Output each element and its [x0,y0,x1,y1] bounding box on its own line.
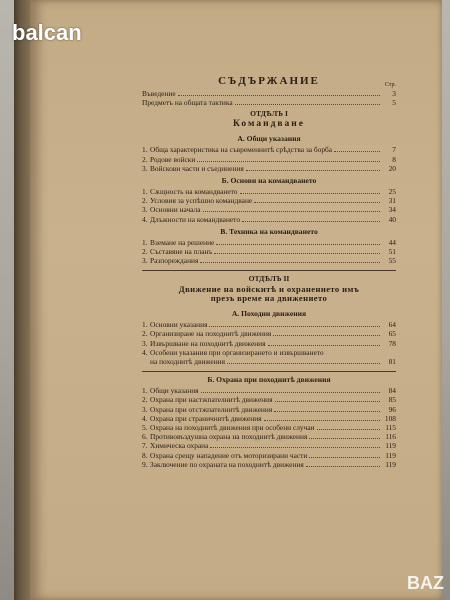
toc-entry-continuation [142,358,396,367]
toc-entry-text: Охрана срещу нападение отъ моторизирани части [150,450,308,460]
toc-entry-page: 96 [388,404,396,414]
leader-dots [209,321,380,327]
toc-entry-page: 51 [388,246,396,256]
toc-entry-text: на походнитѣ движения [150,357,226,366]
section-heading: Б. Охрана при походнитѣ движения [207,375,331,385]
entry-number: 1. [142,237,148,247]
leader-dots [200,257,380,263]
leader-dots [235,99,380,105]
toc-entry-text: Вземане на решение [150,237,215,247]
entry-number: 4. [142,214,148,224]
leader-dots [178,90,380,96]
leader-dots [264,415,380,421]
toc-entry-page: 44 [388,237,396,247]
toc-entry-page: 119 [385,441,396,451]
toc-entry [142,99,396,108]
section-divider [142,270,396,271]
toc-entry-text: Противовъздушна охрана на походнитѣ движения [150,432,308,442]
toc-entry-page: 8 [392,154,396,164]
toc-entry-page: 78 [388,338,396,348]
entry-number: 3. [142,338,148,348]
page-column-label: Стр. [384,82,396,88]
leader-dots [203,206,381,212]
toc-entry-text: Заключение по охраната на походнитѣ движения [150,459,304,469]
leader-dots [227,358,380,364]
toc-entry-page: 25 [388,186,396,196]
toc-entry-page: 31 [388,196,396,206]
entry-number: 4. [142,347,148,357]
toc-entry-text: Въведение [142,89,176,98]
entry-number: 9. [142,459,148,469]
entry-number: 2. [142,246,148,256]
toc-entry-page: 55 [388,256,396,266]
toc-entry [142,461,396,470]
toc-entry-page: 119 [385,459,396,469]
toc-entry-page: 116 [385,432,396,442]
entry-number: 1. [142,145,148,155]
toc-entry-page: 5 [392,98,396,108]
toc-entry-text: Предметъ на общата тактика [142,98,233,108]
entry-number: 3. [142,205,148,215]
part-label: ОТДѢЛЪ II [248,274,290,284]
entry-number: 1. [142,320,148,330]
leader-dots [334,146,380,152]
toc-entry-page: 81 [388,357,396,366]
entry-number: 5. [142,422,148,432]
leader-dots [240,188,381,194]
toc-entry-page: 3 [392,89,396,98]
entry-number: 1. [142,186,148,196]
entry-number: 2. [142,329,148,339]
toc-entry-text: Химическа охрана [150,441,209,451]
toc-entry-page: 85 [388,395,396,405]
toc-entry-text: Охрана при страничнитѣ движения [150,413,262,423]
entry-number: 7. [142,441,148,451]
toc-entry-text: Охрана при отстжпателнитѣ движения [150,404,273,414]
toc-entry-text: Извършване на походнитѣ движения [150,338,266,348]
leader-dots [197,156,380,162]
toc-entry-page: 65 [388,329,396,339]
toc-entry-text: Разпореждания [150,256,199,266]
entry-number: 6. [142,432,148,442]
toc-entry-text: Условия за успѣшно командване [150,196,253,206]
toc-entry-text: Обща характеристика на съвременнитѣ срѣдства за борба [150,145,333,155]
leader-dots [216,239,380,245]
leader-dots [309,433,380,439]
leader-dots [273,330,380,336]
toc-entry [142,216,396,225]
entry-number: 8. [142,450,148,460]
entry-number: 3. [142,256,148,266]
toc-entry-text: Особени указания при организирането и извършването [150,347,324,357]
toc-entry-page: 64 [388,320,396,330]
leader-dots [210,442,380,448]
toc-entry-page: 84 [388,386,396,396]
book-page [30,0,442,600]
part-title [142,285,396,307]
toc-entry-page: 108 [384,413,396,423]
entry-number: 4. [142,413,148,423]
leader-dots [274,406,380,412]
entry-number: 2. [142,196,148,206]
part-title-line: Движение на войскитѣ и охранението имъ [178,284,360,295]
toc-entry-text: Основни начала [150,205,201,215]
toc-entry-page: 40 [388,214,396,224]
brand-watermark: balcan [12,20,82,45]
leader-dots [275,396,380,402]
toc-entry-text: Организиране на походнитѣ движения [150,329,272,339]
part-title: Командване [233,119,305,130]
table-of-contents [142,76,396,470]
leader-dots [246,165,380,171]
toc-entry-text: Войскови части и съединения [150,163,244,173]
toc-entry-page: 20 [388,163,396,173]
section-heading: В. Техника на командването [220,226,318,236]
section-heading: А. Общи указания [237,134,301,144]
toc-entry-text: Охрана на походнитѣ движения при особени случаи [150,422,315,432]
toc-entry [142,165,396,174]
toc-entry-text: Основни указания [150,320,208,330]
leader-dots [268,340,380,346]
part-label: ОТДѢЛЪ I [250,109,288,119]
toc-title: СЪДЪРЖАНИЕ [218,75,320,87]
toc-entry-page: 7 [392,145,396,155]
leader-dots [317,424,380,430]
leader-dots [309,452,380,458]
entry-number: 2. [142,395,148,405]
entry-number: 1. [142,386,148,396]
corner-watermark: BAZ [407,573,444,593]
leader-dots [306,461,380,467]
leader-dots [254,197,380,203]
section-divider [142,371,396,372]
toc-entry-page: 119 [385,450,396,460]
toc-entry-page: 34 [388,205,396,215]
entry-number: 3. [142,163,148,173]
toc-entry-text: Родове войски [150,154,196,164]
toc-entry [142,257,396,266]
entry-number: 2. [142,154,148,164]
leader-dots [214,248,380,254]
toc-entry-text: Длъжности на командването [150,214,241,224]
entry-number: 3. [142,404,148,414]
part-title-line: презъ време на движението [210,293,328,304]
section-heading: А. Походни движения [231,309,307,319]
toc-entry-text: Охрана при настжпателнитѣ движения [150,395,273,405]
section-heading: Б. Основи на командването [221,175,317,185]
leader-dots [201,387,380,393]
toc-entry-text: Общи указания [150,386,199,396]
toc-entry-text: Съставяне на планъ [150,246,213,256]
toc-entry-page: 115 [385,422,396,432]
leader-dots [242,216,380,222]
toc-entry-text: Сѫщность на командването [150,186,238,196]
